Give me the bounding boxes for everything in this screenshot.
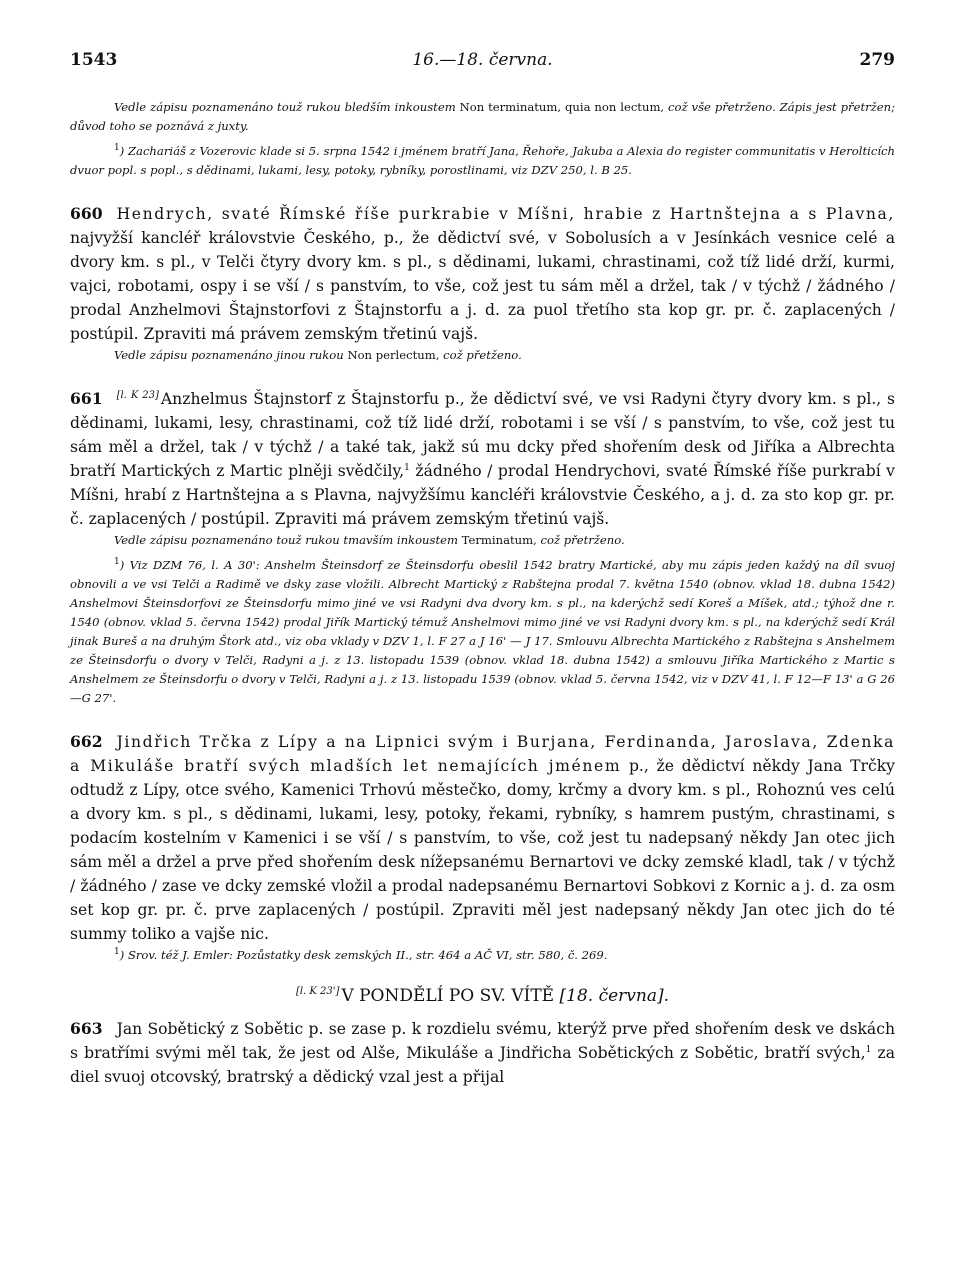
note-plain: Terminatum,: [461, 533, 537, 547]
entry-662-footnote: [70, 946, 895, 965]
footnote-mark: 1: [404, 462, 410, 473]
top-footnote: [70, 142, 895, 180]
top-footnote-mark: 1: [114, 143, 120, 154]
note-italic: což přetženo.: [443, 348, 522, 362]
entry-text-continued: žádného / prodal Hendrychovi, svaté Římské říše purkrabí v Míšni, hrabí z Hartnštejna a s Plavna, najvyžšímu kancléři královstvie Českého, a j. d. za sto kop gr. pr. č. zaplacených / postúpil. Zpraviti má právem zemským třetinú vajš.: [70, 462, 895, 528]
header-year: 1543: [70, 50, 118, 70]
top-note-italic-1: Vedle zápisu poznamenáno touž rukou bledším inkoustem: [114, 100, 456, 114]
entry-number: 660: [70, 204, 103, 223]
entry-text: Anzhelmus Štajnstorf z Štajnstorfu p., že dědictví své, ve vsi Radyni čtyry dvory km. s pl., s dědinami, lukami, lesy, chrastinami, což tíž lidé drží, robotami i se vší / s panstvím, to vše, což jest tu sám měl a držel, tak / v týchž / a také tak, jakž sú mu dcky před shořením desk od Jiříka a Albrechta bratří Martických z Martic plněji svědčily,: [70, 390, 895, 480]
entry-661: [70, 387, 895, 531]
entry-663: [70, 1017, 895, 1089]
entry-number: 662: [70, 732, 103, 751]
entry-661-footnote: [70, 556, 895, 708]
note-italic: Vedle zápisu poznamenáno jinou rukou: [114, 348, 344, 362]
entry-lead: Hendrych, svaté Římské říše purkrabie v Míšni, hrabie z Hartnštejna a s Plavna,: [116, 205, 895, 223]
heading-date: [18. června].: [559, 986, 670, 1006]
entry-text-continued: za diel svuoj otcovský, bratrský a dědický vzal jest a přijal: [70, 1044, 895, 1086]
header-date-range: 16.—18. června.: [412, 50, 553, 70]
entry-text: Jan Sobětický z Sobětic p. se zase p. k rozdielu svému, kterýž prve před shořením desk ve dskách s bratřími svými měl tak, že jest od Alše, Mikuláše a Jindřicha Sobětických z Sobětic, bratří svých,: [70, 1020, 895, 1062]
heading-text: V PONDĚLÍ PO SV. VÍTĚ: [341, 986, 555, 1006]
note-italic: což přetrženo.: [540, 533, 625, 547]
entry-text: najvyžší kancléř královstvie Českého, p., že dědictví své, v Sobolusích a v Jesínkách vesnice celé a dvory km. s pl., v Telči čtyry dvory km. s pl., s dědinami, lukami, chrastinami, což tíž lidé drží, kurmi, vajci, robotami, ospy i se vší / s panstvím, to vše, což jest tu sám měl a držel, tak / v týchž / žádného / prodal Anzhelmovi Štajnstorfovi z Štajnstorfu a j. d. za puol třetího sta kop gr. pr. č. zaplacených / postúpil. Zpraviti má právem zemským třetinú vajš.: [70, 229, 895, 343]
note-plain: Non perlectum,: [347, 348, 440, 362]
top-note-italic-2: což vše přetrženo. Zápis jest přetržen; důvod toho se poznává z juxty.: [70, 100, 895, 133]
top-note: [70, 98, 895, 136]
heading-margin-reference: [l. K 23']: [295, 986, 340, 998]
top-footnote-text: ) Zachariáš z Vozerovic klade si 5. srpna 1542 i jménem bratří Jana, Řehoře, Jakuba a Alexia do register communitatis v Herolticích dvuor popl. s popl., s dědinami, lukami, lesy, potoky, rybníky, porostlinami, viz DZV 250, l. B 25.: [70, 144, 895, 177]
top-note-plain: Non terminatum, quia non lectum,: [459, 100, 665, 114]
page-number: 279: [859, 50, 895, 70]
footnote-mark: 1: [114, 947, 120, 958]
document-body: [70, 98, 895, 1089]
footnote-text: ) Srov. též J. Emler: Pozůstatky desk zemských II., str. 464 a AČ VI, str. 580, č. 269.: [119, 948, 608, 962]
entry-662: [70, 730, 895, 946]
entry-660: [70, 202, 895, 346]
footnote-mark: 1: [114, 557, 120, 568]
entry-lead: Jindřich Trčka z Lípy a na Lipnici svým i Burjana, Ferdinanda, Jaroslava, Zdenka a Mikuláše bratří svých mladších let nemajících jménem: [70, 733, 895, 775]
entry-number: 661: [70, 389, 103, 408]
entry-number: 663: [70, 1019, 103, 1038]
margin-reference: [l. K 23]: [116, 389, 159, 401]
footnote-mark: 1: [865, 1044, 872, 1055]
note-italic: Vedle zápisu poznamenáno touž rukou tmavším inkoustem: [114, 533, 458, 547]
entry-661-note: [70, 531, 895, 550]
footnote-text: ) Viz DZM 76, l. A 30': Anshelm Šteinsdorf ze Šteinsdorfu obeslil 1542 bratry Martické, aby mu zápis jeden každý na díl svuoj obnovili a ve vsi Telči a Radimě ve dsky zase vložili. Albrecht Martický z Rabštejna prodal 7. května 1540 (obnov. vklad 18. dubna 1542) Anshelmovi Šteinsdorfovi ze Šteinsdorfu mimo jiné ve vsi Radyni dva dvory km. s pl., na kderýchž sedí Koreš a Míšek, atd.; týhož dne r. 1540 (obnov. vklad 5. června 1542) prodal Jiřík Martický témuž Anshelmovi mimo jiné ve vsi Radyni dvory km. s pl., na kderýchž sedí Král jinak Bureš a na druhým Štork atd., viz oba vklady v DZV 1, l. F 27 a J 16' — J 17. Smlouvu Albrechta Martického z Rabštejna s Anshelmem ze Šteinsdorfu o dvory v Telči, Radyni a j. z 13. listopadu 1539 (obnov. vklad 18. dubna 1542) a smlouvu Jiříka Martického z Martic s Anshelmem ze Šteinsdorfu o dvory v Telči, Radyni a j. z 13. listopadu 1539 (obnov. vklad 5. června 1542, viz v DZV 41, l. F 12—F 13' a G 26—G 27'.: [70, 558, 895, 705]
section-heading: [70, 981, 895, 1011]
entry-text: p., že dědictví někdy Jana Trčky odtudž z Lípy, otce svého, Kamenici Trhovú městečko, domy, krčmy a dvory km. s pl., Rohoznú ves celú a dvory km. s pl., s dědinami, lukami, lesy, potoky, řekami, rybníky, s hamrem pustým, chrastinami, s podacím kostelním v Kamenici i se vší / s panstvím, to vše, což jest tu nadepsaný někdy Jan otec jich sám měl a držel a prve před shořením desk nížepsanému Bernartovi ve dcky zemské kladl, tak / v týchž / žádného / zase ve dcky zemské vložil a prodal nadepsanému Bernartovi Sobkovi z Kornic a j. d. za osm set kop gr. pr. č. prve zaplacených / postúpil. Zpraviti měl jest nadepsaný někdy Jan otec jich do té summy toliko a vajše nic.: [70, 757, 895, 943]
entry-660-note: [70, 346, 895, 365]
page-header: [70, 50, 895, 76]
